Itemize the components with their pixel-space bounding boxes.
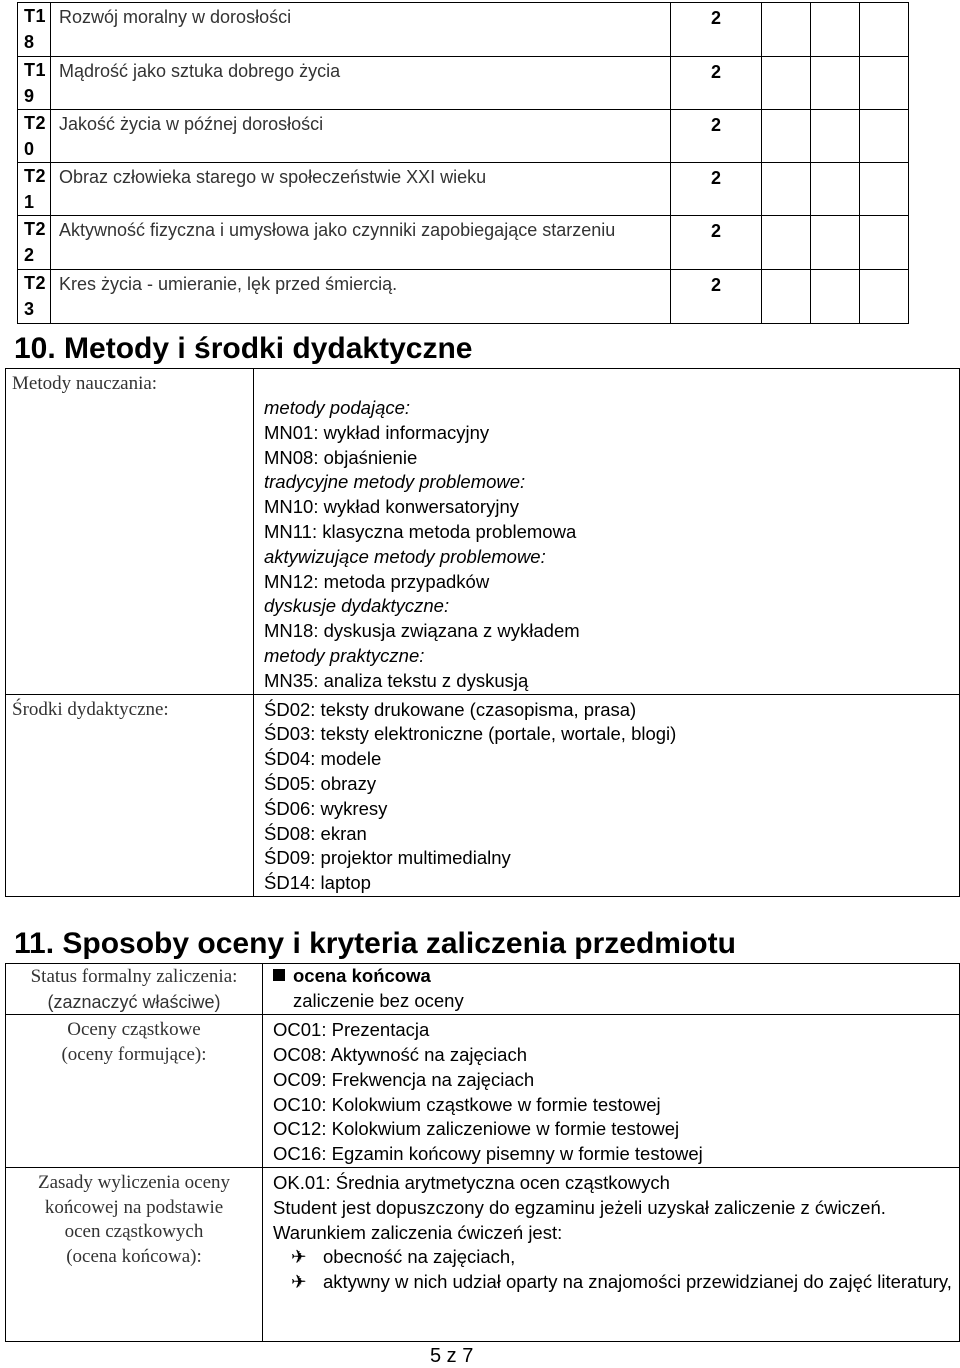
- means-item: ŚD14: laptop: [264, 872, 371, 894]
- empty-cell: [762, 216, 811, 270]
- topic-name: Obraz człowieka starego w społeczeństwie XXI wieku: [51, 163, 671, 216]
- empty-cell: [811, 163, 860, 216]
- empty-cell: [762, 163, 811, 216]
- assessment-table: [5, 963, 960, 1342]
- topic-name: Mądrość jako sztuka dobrego życia: [51, 57, 671, 110]
- empty-cell: [811, 270, 860, 324]
- topic-hours: 2: [671, 163, 762, 216]
- partial-list: [263, 1015, 960, 1168]
- means-item: ŚD04: modele: [264, 748, 382, 770]
- means-item: ŚD09: projektor multimedialny: [264, 847, 511, 869]
- methods-list: [254, 369, 960, 695]
- status-label: Status formalny zaliczenia: (zaznaczyć właściwe): [6, 964, 263, 1015]
- empty-cell: [762, 57, 811, 110]
- partial-grade-item: OC12: Kolokwium zaliczeniowe w formie testowej: [273, 1118, 680, 1140]
- empty-cell: [860, 110, 909, 163]
- airplane-bullet-icon: ✈: [291, 1271, 307, 1293]
- empty-cell: [762, 3, 811, 57]
- condition-item: ✈ obecność na zajęciach,: [273, 1245, 959, 1270]
- empty-cell: [860, 57, 909, 110]
- topic-hours: 2: [671, 216, 762, 270]
- partial-grade-item: OC09: Frekwencja na zajęciach: [273, 1068, 535, 1090]
- means-list: [254, 694, 960, 896]
- topic-row: [18, 3, 909, 57]
- method-category: metody praktyczne:: [264, 644, 425, 666]
- partial-grade-item: OC01: Prezentacja: [273, 1019, 430, 1041]
- method-item: MN08: objaśnienie: [264, 446, 418, 468]
- status-option-selected: ocena końcowa: [273, 964, 959, 989]
- empty-cell: [811, 57, 860, 110]
- topic-row: [18, 57, 909, 110]
- means-label: Środki dydaktyczne:: [6, 694, 254, 896]
- method-item: MN10: wykład konwersatoryjny: [264, 496, 519, 518]
- method-item: MN01: wykład informacyjny: [264, 421, 490, 443]
- condition-item: ✈ aktywny w nich udział oparty na znajomości przewidzianej do zajęć literatury,: [273, 1270, 959, 1295]
- topic-row: [18, 270, 909, 324]
- topic-code: T20: [18, 110, 51, 163]
- topic-hours: 2: [671, 3, 762, 57]
- topic-code: T23: [18, 270, 51, 324]
- method-item: MN12: metoda przypadków: [264, 570, 490, 592]
- method-category: aktywizujące metody problemowe:: [264, 545, 546, 567]
- partial-grade-item: OC08: Aktywność na zajęciach: [273, 1043, 527, 1065]
- section-11-title: 11. Sposoby oceny i kryteria zaliczenia przedmiotu: [14, 927, 736, 960]
- method-category: metody podające:: [264, 397, 411, 418]
- topic-row: [18, 163, 909, 216]
- checked-square-icon: [273, 969, 285, 981]
- airplane-bullet-icon: ✈: [291, 1246, 307, 1268]
- topic-code: T22: [18, 216, 51, 270]
- empty-cell: [860, 163, 909, 216]
- methods-table: [5, 368, 960, 897]
- section-10-title: 10. Metody i środki dydaktyczne: [14, 332, 473, 365]
- empty-cell: [860, 216, 909, 270]
- status-options: [263, 964, 960, 1015]
- conditions-list: [273, 1245, 959, 1295]
- means-item: ŚD06: wykresy: [264, 797, 388, 819]
- means-item: ŚD08: ekran: [264, 822, 367, 844]
- topic-hours: 2: [671, 57, 762, 110]
- means-item: ŚD05: obrazy: [264, 772, 377, 794]
- topic-name: Kres życia - umieranie, lęk przed śmiercią.: [51, 270, 671, 324]
- partial-grade-item: OC16: Egzamin końcowy pisemny w formie testowej: [273, 1143, 703, 1165]
- empty-cell: [860, 3, 909, 57]
- topic-code: T21: [18, 163, 51, 216]
- method-category: dyskusje dydaktyczne:: [264, 595, 450, 617]
- topic-hours: 2: [671, 270, 762, 324]
- empty-cell: [860, 270, 909, 324]
- final-rules: OK.01: Średnia arytmetyczna ocen cząstkowych Student jest dopuszczony do egzaminu jeżeli uzyskał zaliczenie z ćwiczeń. Warunkiem zaliczenia ćwiczeń jest: ✈ obecność na zajęciach, ✈ aktywny w nich udział oparty na znajomości przewidzianej do zajęć literatury,: [263, 1167, 960, 1341]
- empty-cell: [762, 270, 811, 324]
- partial-grade-item: OC10: Kolokwium cząstkowe w formie testowej: [273, 1093, 661, 1115]
- partial-label: Oceny cząstkowe (oceny formujące):: [6, 1015, 263, 1168]
- status-option-other: zaliczenie bez oceny: [293, 989, 464, 1011]
- empty-cell: [811, 3, 860, 57]
- empty-cell: [811, 216, 860, 270]
- topic-name: Aktywność fizyczna i umysłowa jako czynniki zapobiegające starzeniu: [51, 216, 671, 270]
- empty-cell: [811, 110, 860, 163]
- topic-code: T18: [18, 3, 51, 57]
- empty-cell: [762, 110, 811, 163]
- page-number: 5 z 7: [430, 1345, 474, 1367]
- method-item: MN18: dyskusja związana z wykładem: [264, 620, 580, 642]
- method-item: MN35: analiza tekstu z dyskusją: [264, 669, 529, 691]
- means-item: ŚD03: teksty elektroniczne (portale, wortale, blogi): [264, 723, 677, 745]
- means-item: ŚD02: teksty drukowane (czasopisma, prasa): [264, 698, 637, 720]
- final-label: Zasady wyliczenia oceny końcowej na podstawie ocen cząstkowych (ocena końcowa):: [6, 1167, 263, 1341]
- method-item: MN11: klasyczna metoda problemowa: [264, 520, 577, 542]
- topic-name: Rozwój moralny w dorosłości: [51, 3, 671, 57]
- topic-name: Jakość życia w późnej dorosłości: [51, 110, 671, 163]
- method-category: tradycyjne metody problemowe:: [264, 471, 526, 493]
- topic-row: [18, 216, 909, 270]
- topic-row: [18, 110, 909, 163]
- topics-table: [17, 2, 909, 324]
- methods-label: Metody nauczania:: [6, 369, 254, 695]
- topic-hours: 2: [671, 110, 762, 163]
- topic-code: T19: [18, 57, 51, 110]
